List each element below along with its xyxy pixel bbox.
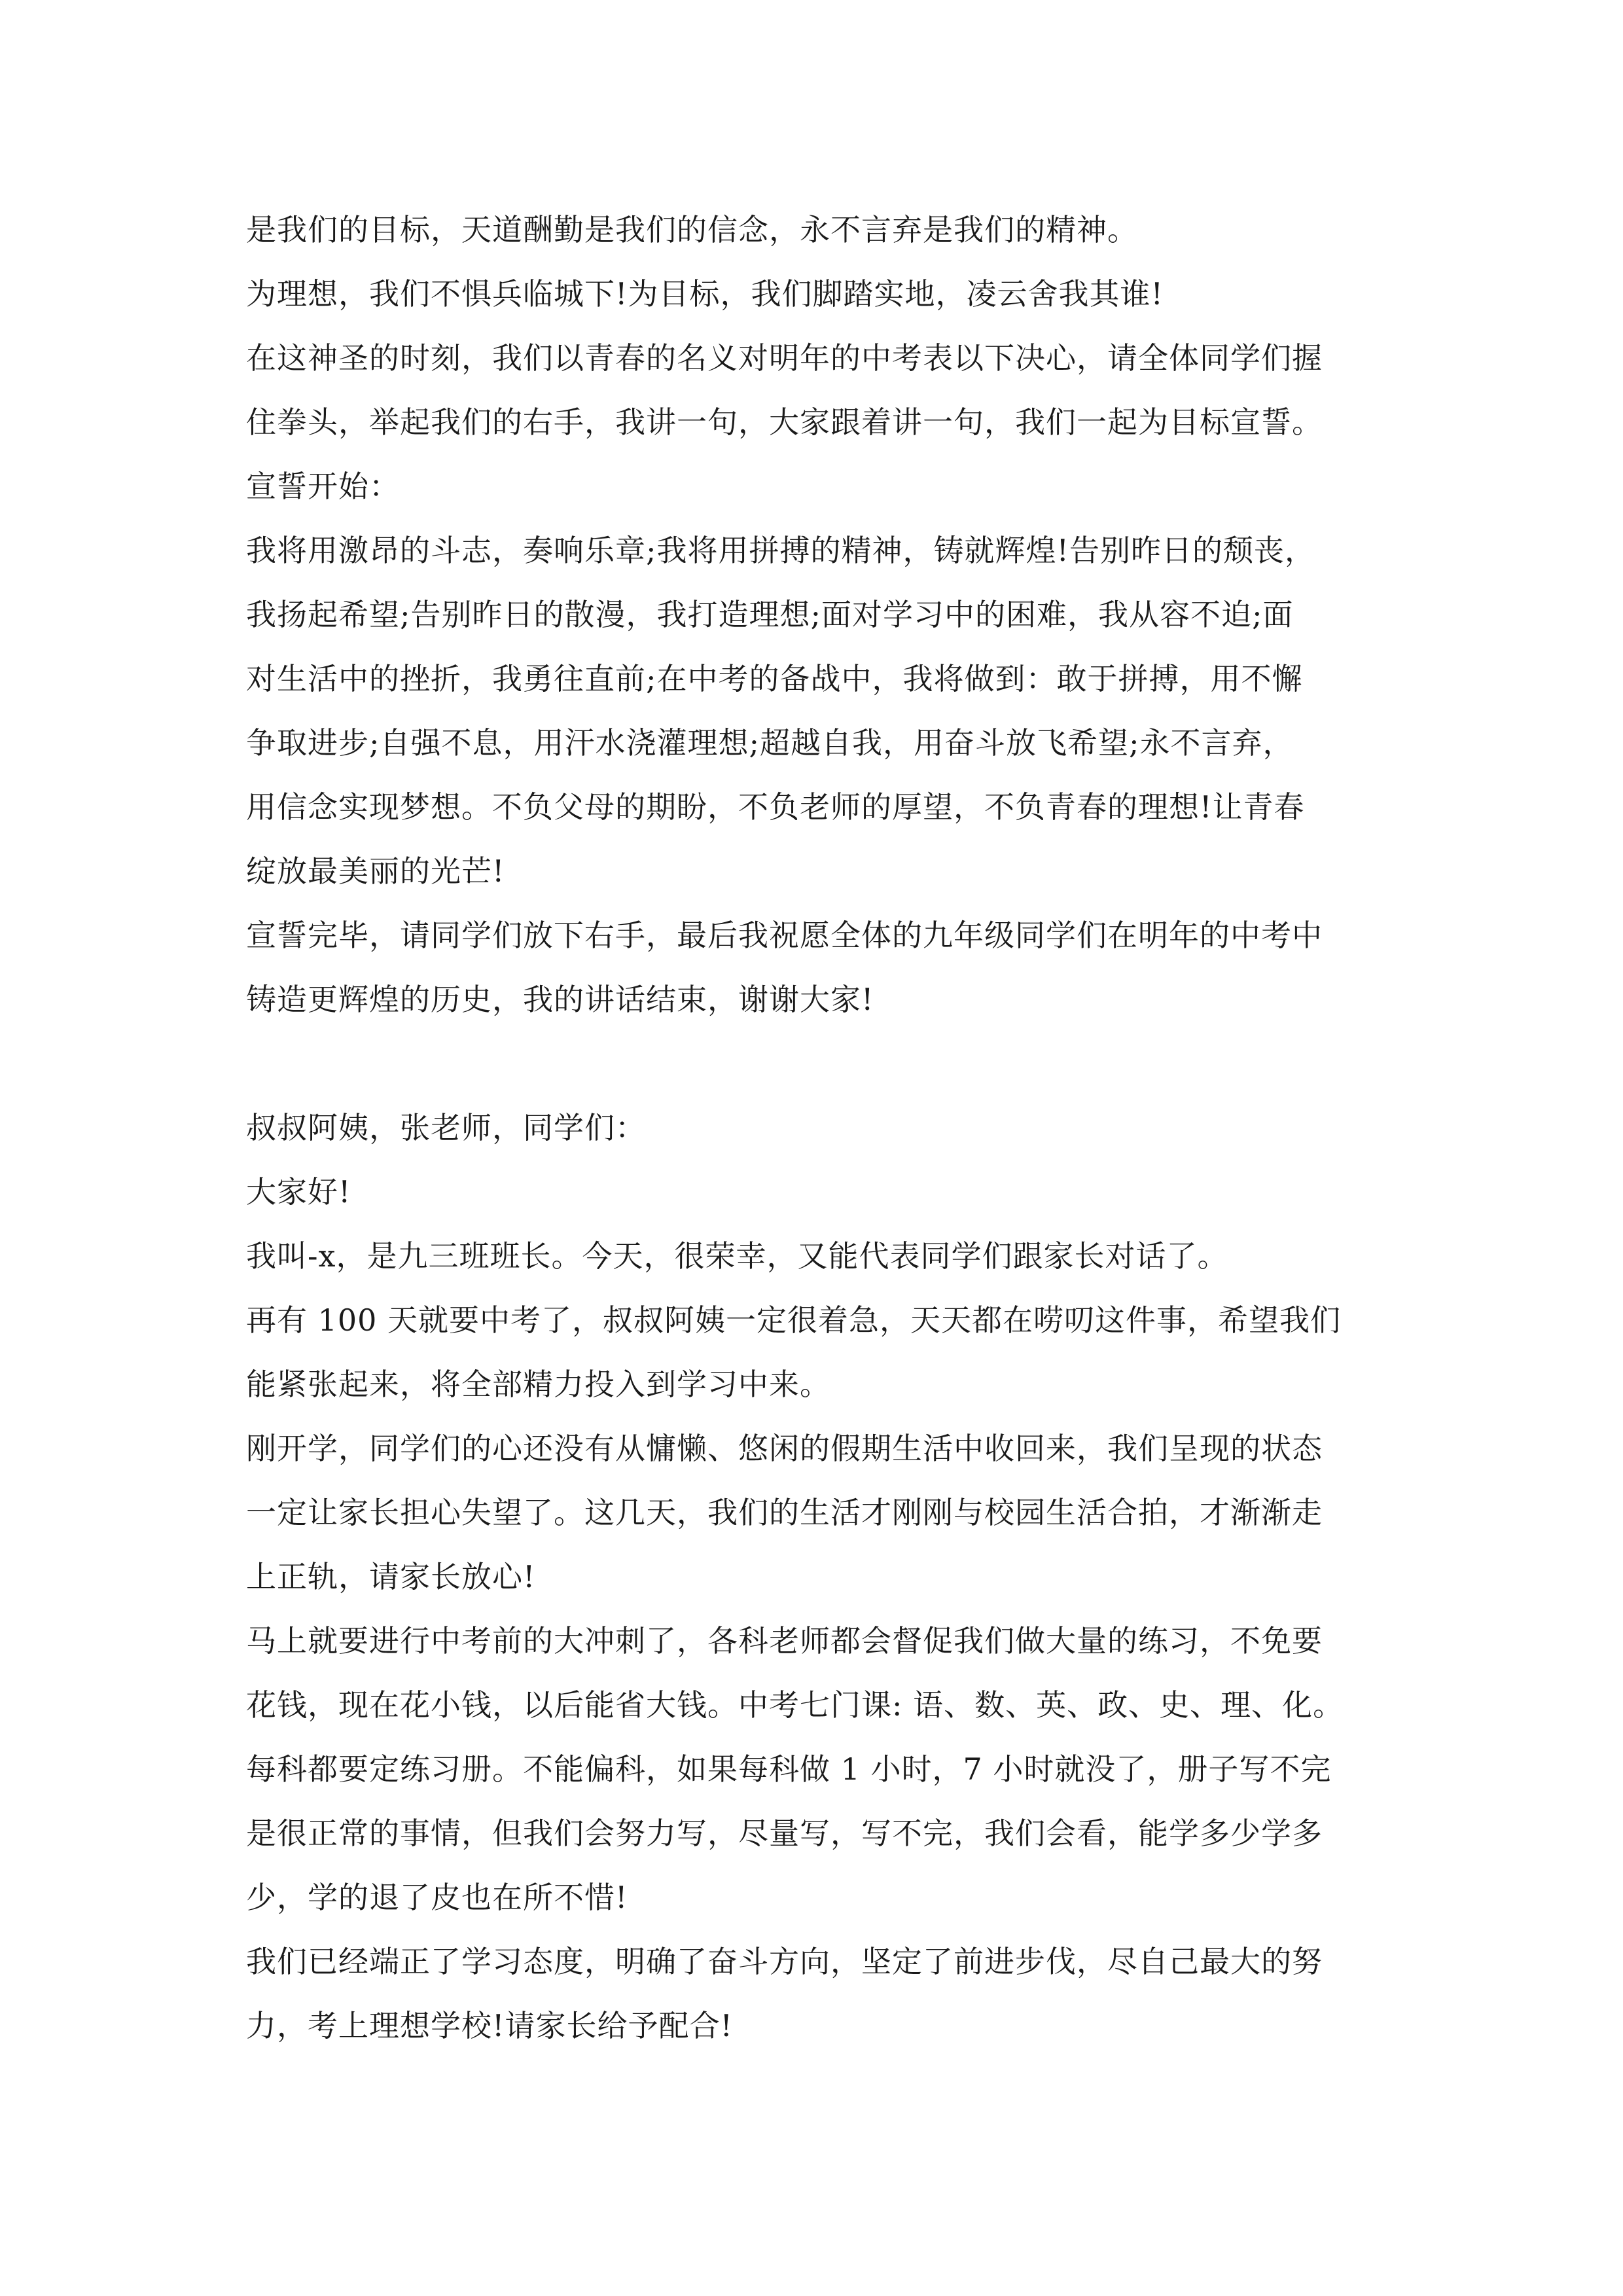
- text-line: 花钱，现在花小钱，以后能省大钱。中考七门课: 语、数、英、政、史、理、化。: [246, 1687, 1344, 1723]
- text-line: 每科都要定练习册。不能偏科，如果每科做 1 小时，7 小时就没了，册子写不完: [246, 1751, 1332, 1787]
- text-line: 争取进步;自强不息，用汗水浇灌理想;超越自我，用奋斗放飞希望;永不言弃，: [246, 725, 1294, 761]
- text-line: 我扬起希望;告别昨日的散漫，我打造理想;面对学习中的困难，我从容不迫;面: [246, 597, 1294, 632]
- text-line: 是很正常的事情，但我们会努力写，尽量写，写不完，我们会看，能学多少学多: [246, 1816, 1323, 1851]
- text-line: 住拳头，举起我们的右手，我讲一句，大家跟着讲一句，我们一起为目标宣誓。: [246, 404, 1323, 440]
- text-line: 刚开学，同学们的心还没有从慵懒、悠闲的假期生活中收回来，我们呈现的状态: [246, 1431, 1323, 1466]
- text-line: 对生活中的挫折，我勇往直前;在中考的备战中，我将做到：敢于拼搏，用不懈: [246, 661, 1303, 696]
- text-line: 是我们的目标，天道酬勤是我们的信念，永不言弃是我们的精神。: [246, 212, 1138, 247]
- text-line: 宣誓开始：: [246, 469, 400, 504]
- text-line: 宣誓完毕，请同学们放下右手，最后我祝愿全体的九年级同学们在明年的中考中: [246, 918, 1323, 953]
- speech-oath-section: [246, 198, 1398, 1031]
- text-line: 铸造更辉煌的历史，我的讲话结束，谢谢大家!: [246, 982, 874, 1017]
- text-line: 上正轨，请家长放心!: [246, 1559, 536, 1594]
- document-body: [246, 198, 1398, 2058]
- text-line: 再有 100 天就要中考了，叔叔阿姨一定很着急，天天都在唠叨这件事，希望我们: [246, 1302, 1342, 1338]
- salutation: 叔叔阿姨，张老师，同学们：: [246, 1110, 646, 1145]
- section-gap: [246, 1031, 1398, 1096]
- text-line: 少，学的退了皮也在所不惜!: [246, 1880, 628, 1915]
- text-line: 为理想，我们不惧兵临城下!为目标，我们脚踏实地，凌云舍我其谁!: [246, 276, 1164, 312]
- text-line: 在这神圣的时刻，我们以青春的名义对明年的中考表以下决心，请全体同学们握: [246, 340, 1323, 376]
- text-line: 力，考上理想学校!请家长给予配合!: [246, 2008, 733, 2043]
- text-line: 马上就要进行中考前的大冲刺了，各科老师都会督促我们做大量的练习，不免要: [246, 1623, 1323, 1659]
- speech-parents-section: [246, 1096, 1398, 2058]
- text-line: 一定让家长担心失望了。这几天，我们的生活才刚刚与校园生活合拍，才渐渐走: [246, 1495, 1323, 1530]
- greeting: 大家好!: [246, 1174, 351, 1210]
- text-line: 我们已经端正了学习态度，明确了奋斗方向，坚定了前进步伐，尽自己最大的努: [246, 1944, 1323, 1979]
- text-line: 能紧张起来，将全部精力投入到学习中来。: [246, 1367, 830, 1402]
- text-line: 我将用激昂的斗志，奏响乐章;我将用拼搏的精神，铸就辉煌!告别昨日的颓丧，: [246, 533, 1315, 568]
- text-line: 我叫-x，是九三班班长。今天，很荣幸，又能代表同学们跟家长对话了。: [246, 1238, 1228, 1274]
- text-line: 用信念实现梦想。不负父母的期盼，不负老师的厚望，不负青春的理想!让青春: [246, 789, 1305, 825]
- text-line: 绽放最美丽的光芒!: [246, 853, 505, 889]
